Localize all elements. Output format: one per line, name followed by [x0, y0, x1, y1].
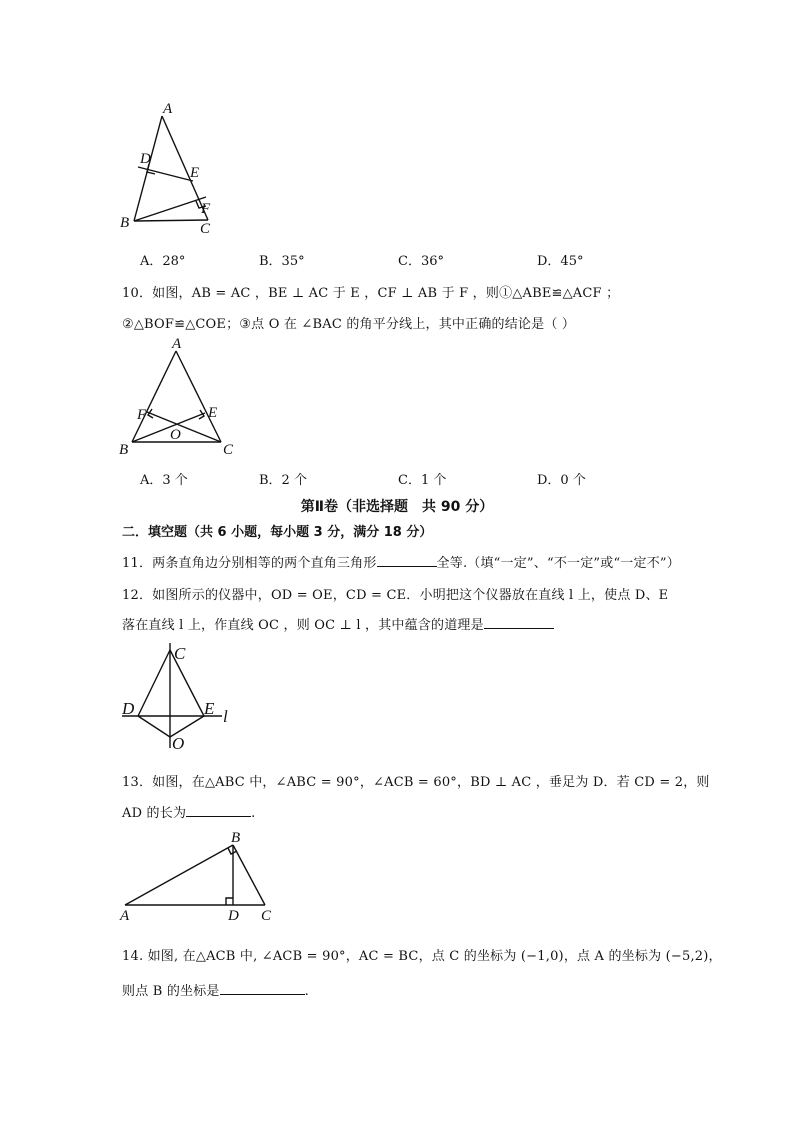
q10-line1: 10．如图，AB = AC ，BE ⊥ AC 于 E ，CF ⊥ AB 于 F ，则①△ABE≌△ACF ； — [122, 286, 620, 301]
q9-option-b: B．35° — [259, 254, 305, 269]
label-d: D — [140, 151, 151, 167]
label-b: B — [120, 215, 130, 231]
label-c: C — [261, 908, 272, 924]
q10-line2: ②△BOF≌△COE；③点 O 在 ∠BAC 的角平分线上，其中正确的结论是（ ） — [122, 317, 576, 332]
q10-option-a: A．3 个 — [140, 473, 188, 488]
label-a: A — [163, 101, 173, 117]
segment-ab — [125, 845, 233, 905]
q14-text-before: 则点 B 的坐标是 — [122, 984, 220, 999]
label-o: O — [172, 734, 185, 753]
q10-option-b: B．2 个 — [259, 473, 307, 488]
label-c: C — [174, 644, 186, 663]
q12-text: 落在直线 l 上，作直线 OC ，则 OC ⊥ l ，其中蕴含的道理是 — [122, 618, 484, 633]
label-d: D — [122, 699, 135, 718]
q14-answer-blank[interactable] — [220, 982, 305, 995]
label-l: l — [223, 707, 228, 726]
right-angle-mark-d — [226, 898, 233, 905]
q9-option-a: A．28° — [140, 254, 186, 269]
label-a: A — [120, 908, 130, 924]
label-o: O — [170, 427, 181, 443]
q9-option-c: C．36° — [398, 254, 444, 269]
label-f: F — [201, 201, 211, 217]
label-c: C — [223, 442, 234, 458]
label-e: E — [204, 699, 215, 718]
label-e: E — [208, 405, 218, 421]
label-f: F — [137, 407, 147, 423]
q11-text-before: 11．两条直角边分别相等的两个直角三角形 — [122, 556, 377, 571]
section2-title: 二．填空题（共 6 小题，每小题 3 分，满分 18 分） — [122, 525, 433, 540]
q9-option-d: D．45° — [537, 254, 584, 269]
q14-text-after: . — [304, 984, 309, 999]
label-e: E — [190, 165, 200, 181]
label-d: D — [228, 908, 239, 924]
label-b: B — [119, 442, 129, 458]
segment-bc — [233, 845, 265, 905]
q13-text-before: AD 的长为 — [122, 806, 187, 821]
part2-title: 第Ⅱ卷（非选择题 共 90 分） — [300, 499, 494, 515]
q11-text-after: 全等.（填“一定”、“不一定”或“一定不”） — [436, 556, 680, 571]
q13-line1: 13．如图，在△ABC 中，∠ABC = 90°，∠ACB = 60°，BD ⊥ AC ，垂足为 D．若 CD = 2，则 — [122, 775, 710, 790]
q10-option-c: C．1 个 — [398, 473, 447, 488]
label-c: C — [200, 221, 211, 237]
q14-line2 — [122, 980, 309, 999]
q13-text-after: . — [251, 806, 256, 821]
q14-line1: 14. 如图, 在△ACB 中, ∠ACB = 90°，AC = BC，点 C 的坐标为 (−1,0)，点 A 的坐标为 (−5,2)， — [122, 949, 722, 964]
q12-line1: 12．如图所示的仪器中，OD = OE，CD = CE．小明把这个仪器放在直线 l 上，使点 D、E — [122, 588, 669, 603]
label-b: B — [231, 830, 241, 846]
label-a: A — [172, 336, 182, 352]
q10-option-d: D．0 个 — [537, 473, 586, 488]
